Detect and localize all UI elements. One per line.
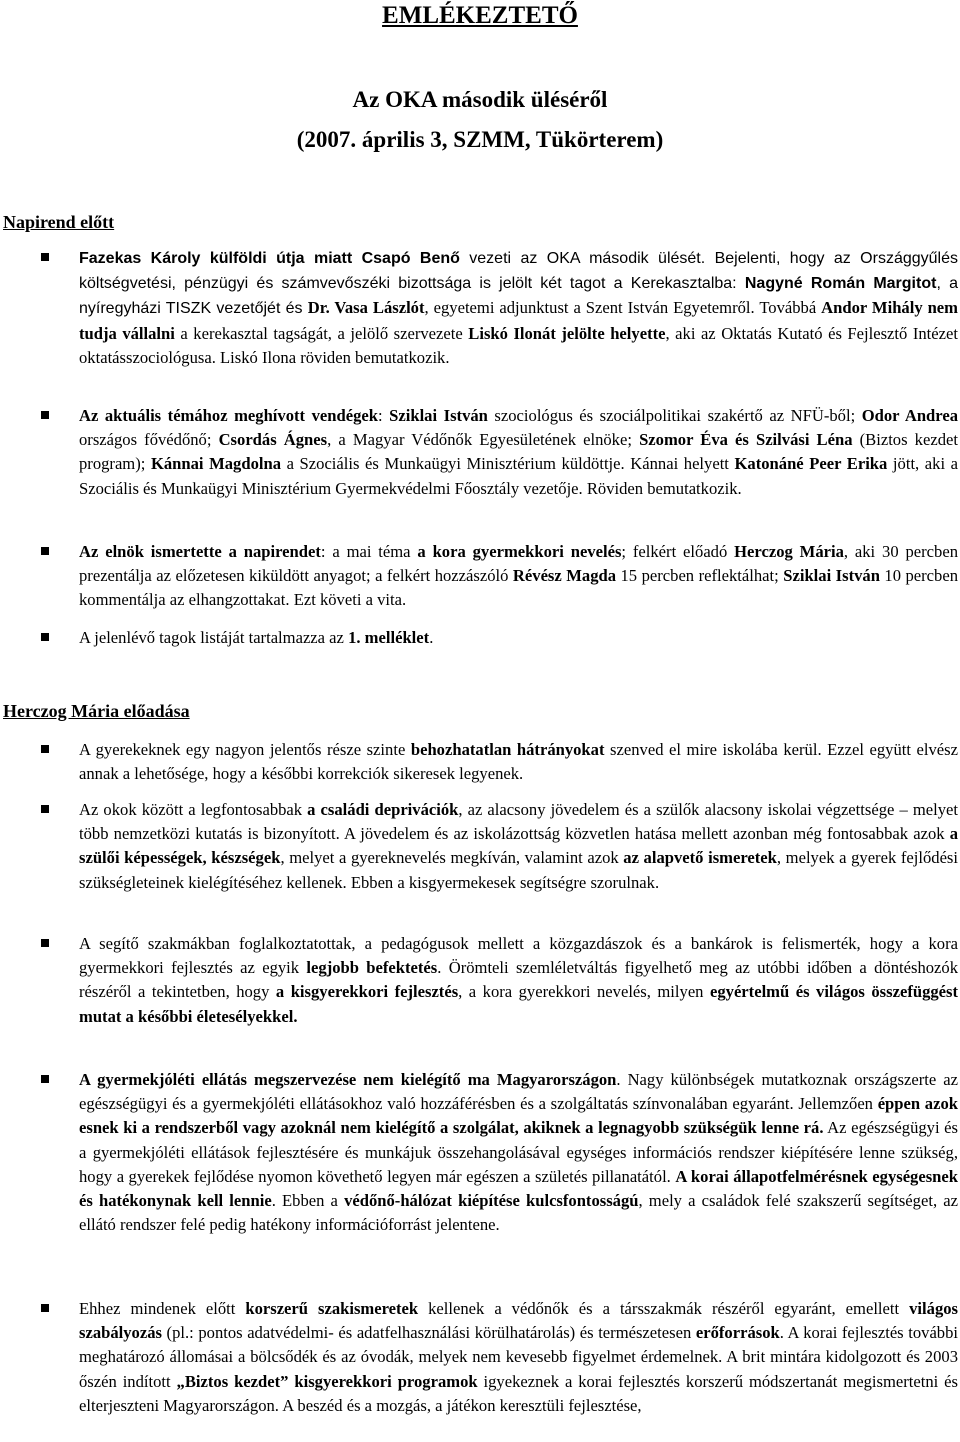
bold-text-run: Révész Magda [512, 566, 617, 586]
text-run: : a mai téma [320, 542, 418, 561]
text-run: . A korai fejlesztés további meghatározó állomásai a bölcsődék és az óvodák, melyek nem kevesebb figyelmet érdemelnek. A brit mintára kidolgozott és 2003 őszén indított [79, 1323, 959, 1391]
text-run: jött, aki a Szociális és Munkaügyi Minisztérium Gyermekvédelmi Főosztály vezetője. Röviden bemutatkozik. [79, 454, 959, 498]
bold-text-run: Az aktuális témához meghívott vendégek [79, 406, 378, 425]
bold-text-run: 1. melléklet [348, 628, 430, 647]
bold-text-run: Andor Mihály nem tudja vállalni [79, 298, 958, 343]
bold-text-run: Nagyné Román Margitot [744, 275, 937, 293]
text-run: : [377, 406, 390, 425]
square-bullet-icon [41, 745, 49, 753]
document-title: EMLÉKEZTETŐ [382, 2, 578, 29]
text-run: 10 percben kommentálja az elhangzottakat. Ezt követi a vita. [79, 566, 959, 610]
square-bullet-icon [41, 1304, 49, 1312]
bold-text-run: védőnő-hálózat kiépítése kulcsfontosságú [344, 1191, 639, 1211]
paragraph [79, 1068, 958, 1237]
bold-text-run: a kisgyerekkori fejlesztés [275, 982, 459, 1002]
text-run: országos fővédőnő; [79, 430, 219, 450]
text-run: , aki 30 percben prezentálja az előzetesen kiküldött anyagot; a felkért hozzászóló [79, 542, 958, 586]
bold-text-run: korszerű szakismeretek [245, 1299, 419, 1318]
bold-text-run: Az elnök ismertette a napirendet [79, 542, 321, 561]
bold-text-run: Herczog Mária [734, 542, 844, 561]
text-run: , egyetemi adjunktust a Szent István Egyetemről. Továbbá [424, 298, 822, 318]
paragraph [79, 626, 958, 650]
text-run: kellenek a védőnők és a társszakmák részéről egyaránt, emellett [418, 1299, 910, 1318]
text-run: (pl.: pontos adatvédelmi- és adatfelhasználási körülhatárolás) és természetesen [161, 1323, 696, 1343]
paragraph [79, 798, 958, 895]
bold-text-run: A korai állapotfelmérésnek egységesnek és hatékonynak kell lennie [79, 1166, 959, 1211]
bold-text-run: Katonáné Peer Erika [734, 454, 888, 474]
square-bullet-icon [41, 939, 49, 947]
paragraph [79, 246, 958, 370]
text-run: A gyerekeknek egy nagyon jelentős része szinte [79, 740, 411, 759]
text-run: Az okok között a legfontosabbak [79, 800, 308, 819]
text-run: Az egészségügyi és a gyermekjóléti ellátások fejlesztésére és munkájuk összehangolásával egységes információs rendszer kiépítésére lenne szükség, hogy a gyerekek fejlődése nyomon követhető legyen már egészen a születés pillanatától. [79, 1118, 959, 1186]
section-heading-napirend-elott: Napirend előtt [3, 212, 115, 232]
text-run: 15 percben reflektálhat; [616, 566, 784, 586]
paragraph [79, 404, 958, 501]
document-subtitle: Az OKA második üléséről [352, 87, 608, 112]
bold-text-run: behozhatatlan hátrányokat [410, 740, 605, 759]
square-bullet-icon [41, 633, 49, 641]
paragraph [79, 932, 958, 1029]
text-run: szociológus és szociálpolitikai szakértő az NFÜ-ből; [487, 406, 862, 425]
bold-text-run: Szomor Éva és Szilvási Léna [639, 430, 853, 450]
text-run: . Ebben a [271, 1191, 345, 1211]
text-run: , a kora gyerekkori nevelés, milyen [458, 982, 710, 1002]
paragraph [79, 1297, 958, 1418]
bold-text-run: világos szabályozás [79, 1299, 958, 1343]
text-run: , mely a családok felé szakszerű segítséget, az ellátó rendszer felé pedig hatékony információforrást jelentene. [79, 1191, 958, 1235]
bold-text-run: Fazekas Károly külföldi útja miatt Csapó Benő [79, 250, 460, 267]
bold-text-run: legjobb befektetés [306, 958, 438, 978]
bold-text-run: A gyermekjóléti ellátás megszervezése nem kielégítő ma Magyarországon [79, 1070, 617, 1089]
square-bullet-icon [41, 547, 49, 555]
square-bullet-icon [41, 1075, 49, 1083]
bold-text-run: éppen azok esnek ki a rendszerből vagy azoknál nem kielégítő a szolgálat, akiknek a legnagyobb szükségük lenne rá. [79, 1094, 958, 1138]
text-run: , a nyíregyházi TISZK vezetőjét és [79, 275, 959, 318]
text-run: , melyet a gyereknevelés megkíván, valamint azok [280, 848, 624, 868]
text-run: Ehhez mindenek előtt [79, 1299, 246, 1318]
bold-text-run: az alapvető ismeretek [623, 848, 777, 868]
text-run: , melyek a gyerek fejlődési szükségleteinek kielégítéséhez kellenek. Ebben a kisgyermekesek segítségre szorulnak. [79, 848, 958, 892]
bold-text-run: „Biztos kezdet” kisgyerekkori programok [176, 1371, 478, 1391]
bold-text-run: Csordás Ágnes [218, 430, 328, 450]
bold-text-run: Sziklai István [389, 406, 488, 425]
text-run: . Nagy különbségek mutatkoznak országszerte az egészségügyi és a gyermekjóléti ellátásokhoz való hozzáférésben és a szolgáltatás színvonalában egyaránt. Jellemzően [79, 1070, 958, 1114]
bold-text-run: Sziklai István [783, 566, 880, 586]
text-run: , a Magyar Védőnők Egyesületének elnöke; [327, 430, 640, 450]
section-heading-eloadas: Herczog Mária előadása [3, 701, 190, 721]
text-run: (Biztos kezdet program); [79, 430, 958, 474]
bold-text-run: a szülői képességek, készségek [79, 824, 958, 868]
bold-text-run: Odor Andrea [861, 406, 958, 425]
square-bullet-icon [41, 411, 49, 419]
bold-text-run: a kora gyermekkori nevelés [417, 542, 622, 561]
bold-text-run: Dr. Vasa Lászlót [307, 298, 425, 318]
square-bullet-icon [41, 253, 49, 261]
text-run: , az alacsony jövedelem és a szülők alacsony iskolai végzettsége – melyet több nemzetközi kutatás is bizonyított. A jövedelem és az iskolázottság közvetlen hatása mellett azonban még fontosabbak azok [79, 800, 958, 844]
text-run: , aki az Oktatás Kutató és Fejlesztő Intézet oktatásszociológusa. Liskó Ilona röviden bemutatkozik. [79, 323, 958, 367]
text-run: . [429, 628, 434, 647]
bold-text-run: a családi deprivációk [307, 800, 459, 819]
document-date-location: (2007. április 3, SZMM, Tükörterem) [296, 127, 664, 152]
square-bullet-icon [41, 805, 49, 813]
text-run: szenved el mire iskolába kerül. Ezzel együtt elvész annak a lehetősége, hogy a későbbi korrekciók sikeresek legyenek. [79, 740, 958, 784]
bold-text-run: erőforrások [695, 1323, 780, 1343]
bold-text-run: egyértelmű és világos összefüggést mutat a későbbi életesélyekkel. [79, 982, 959, 1026]
bold-text-run: Kánnai Magdolna [150, 454, 282, 474]
text-run: a kerekasztal tagságát, a jelölő szervezete [174, 323, 469, 343]
text-run: ; felkért előadó [621, 542, 735, 561]
text-run: . Örömteli szemléletváltás figyelhető meg az utóbbi időben a döntéshozók részéről a tekintetben, hogy [79, 958, 958, 1002]
text-run: A jelenlévő tagok listáját tartalmazza az [79, 628, 349, 647]
text-run: vezeti az OKA második ülését. Bejelenti, hogy az Országgyűlés költségvetési, pénzügyi és számvevőszéki bizottsága is jelölt két tagot a Kerekasztalba: [79, 250, 959, 293]
text-run: igyekeznek a korai fejlesztés korszerű módszertanát megismertetni és elterjeszteni Magyarországon. A beszéd és a mozgás, a játékon keresztüli fejlesztése, [79, 1371, 958, 1415]
paragraph [79, 738, 958, 786]
text-run: A segítő szakmákban foglalkoztatottak, a pedagógusok mellett a közgazdászok és a bankárok is felismerték, hogy a kora gyermekkori fejlesztés az egyik [79, 934, 958, 978]
text-run: a Szociális és Munkaügyi Minisztérium küldöttje. Kánnai helyett [281, 454, 735, 474]
paragraph [79, 540, 958, 613]
bold-text-run: Liskó Ilonát jelölte helyette [468, 323, 666, 343]
